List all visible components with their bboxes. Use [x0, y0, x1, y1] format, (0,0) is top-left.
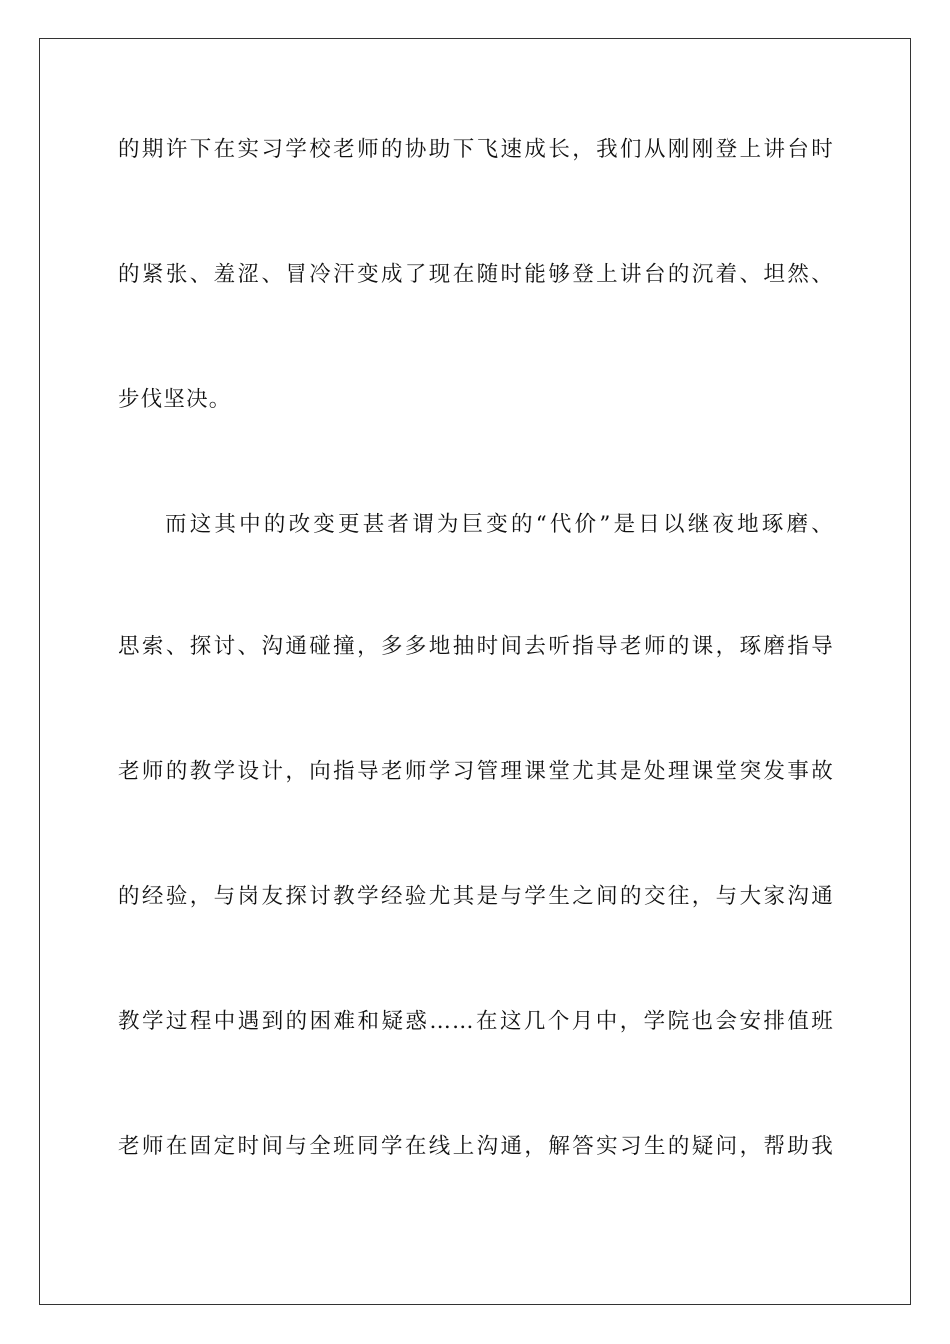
paragraph-line: 步伐坚决。 — [118, 387, 232, 412]
paragraph-line: 老师在固定时间与全班同学在线上沟通，解答实习生的疑问，帮助我 — [118, 1134, 834, 1159]
paragraph-line: 教学过程中遇到的困难和疑惑……在这几个月中，学院也会安排值班 — [118, 1009, 834, 1034]
paragraph-line: 的期许下在实习学校老师的协助下飞速成长，我们从刚刚登上讲台时 — [118, 137, 834, 162]
page-frame — [39, 38, 911, 1305]
paragraph-line: 老师的教学设计，向指导老师学习管理课堂尤其是处理课堂突发事故 — [118, 759, 834, 784]
paragraph-line: 而这其中的改变更甚者谓为巨变的“代价”是日以继夜地琢磨、 — [165, 512, 834, 537]
paragraph-line: 的经验，与岗友探讨教学经验尤其是与学生之间的交往，与大家沟通 — [118, 884, 834, 909]
paragraph-line: 的紧张、羞涩、冒冷汗变成了现在随时能够登上讲台的沉着、坦然、 — [118, 262, 834, 287]
paragraph-line: 思索、探讨、沟通碰撞，多多地抽时间去听指导老师的课，琢磨指导 — [118, 634, 834, 659]
